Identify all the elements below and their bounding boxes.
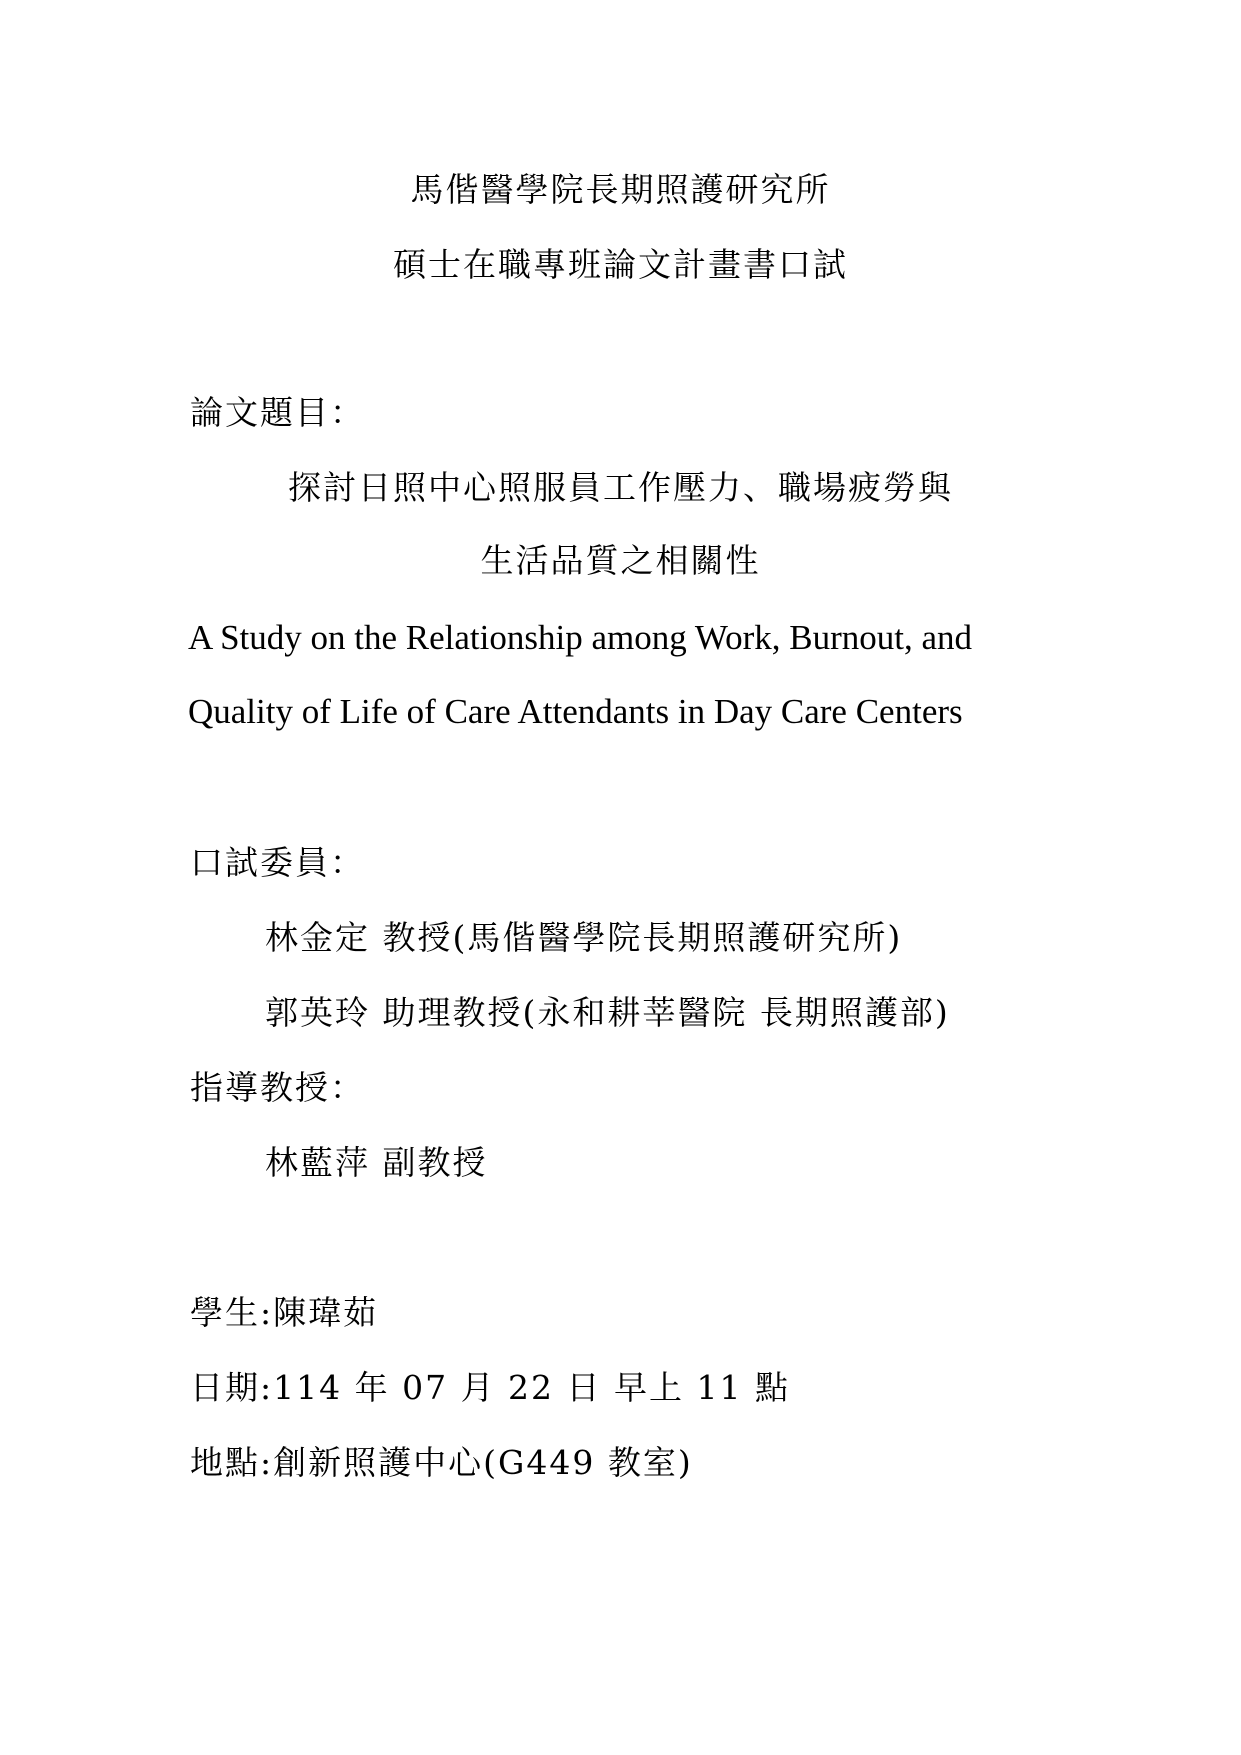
exam-title: 碩士在職專班論文計畫書口試 bbox=[393, 245, 848, 284]
advisor-label: 指導教授： bbox=[190, 1068, 365, 1107]
date-info: 日期:114 年 07 月 22 日 早上 11 點 bbox=[190, 1368, 790, 1407]
institute-title: 馬偕醫學院長期照護研究所 bbox=[410, 170, 831, 209]
thesis-title-en-line1: A Study on the Relationship among Work, Burnout, and bbox=[188, 618, 972, 657]
thesis-title-zh-line2: 生活品質之相關性 bbox=[480, 541, 761, 580]
thesis-title-zh-line1: 探討日照中心照服員工作壓力、職場疲勞與 bbox=[288, 468, 953, 507]
thesis-title-en-line2: Quality of Life of Care Attendants in Day Care Centers bbox=[188, 692, 963, 731]
committee-label: 口試委員： bbox=[190, 843, 365, 882]
committee-member-2: 郭英玲 助理教授(永和耕莘醫院 長期照護部) bbox=[265, 993, 950, 1032]
thesis-label: 論文題目： bbox=[190, 393, 365, 432]
committee-member-1: 林金定 教授(馬偕醫學院長期照護研究所) bbox=[265, 918, 903, 957]
location-info: 地點:創新照護中心(G449 教室) bbox=[190, 1443, 693, 1482]
student-info: 學生:陳瑋茹 bbox=[190, 1293, 379, 1332]
advisor-name: 林藍萍 副教授 bbox=[265, 1143, 488, 1182]
